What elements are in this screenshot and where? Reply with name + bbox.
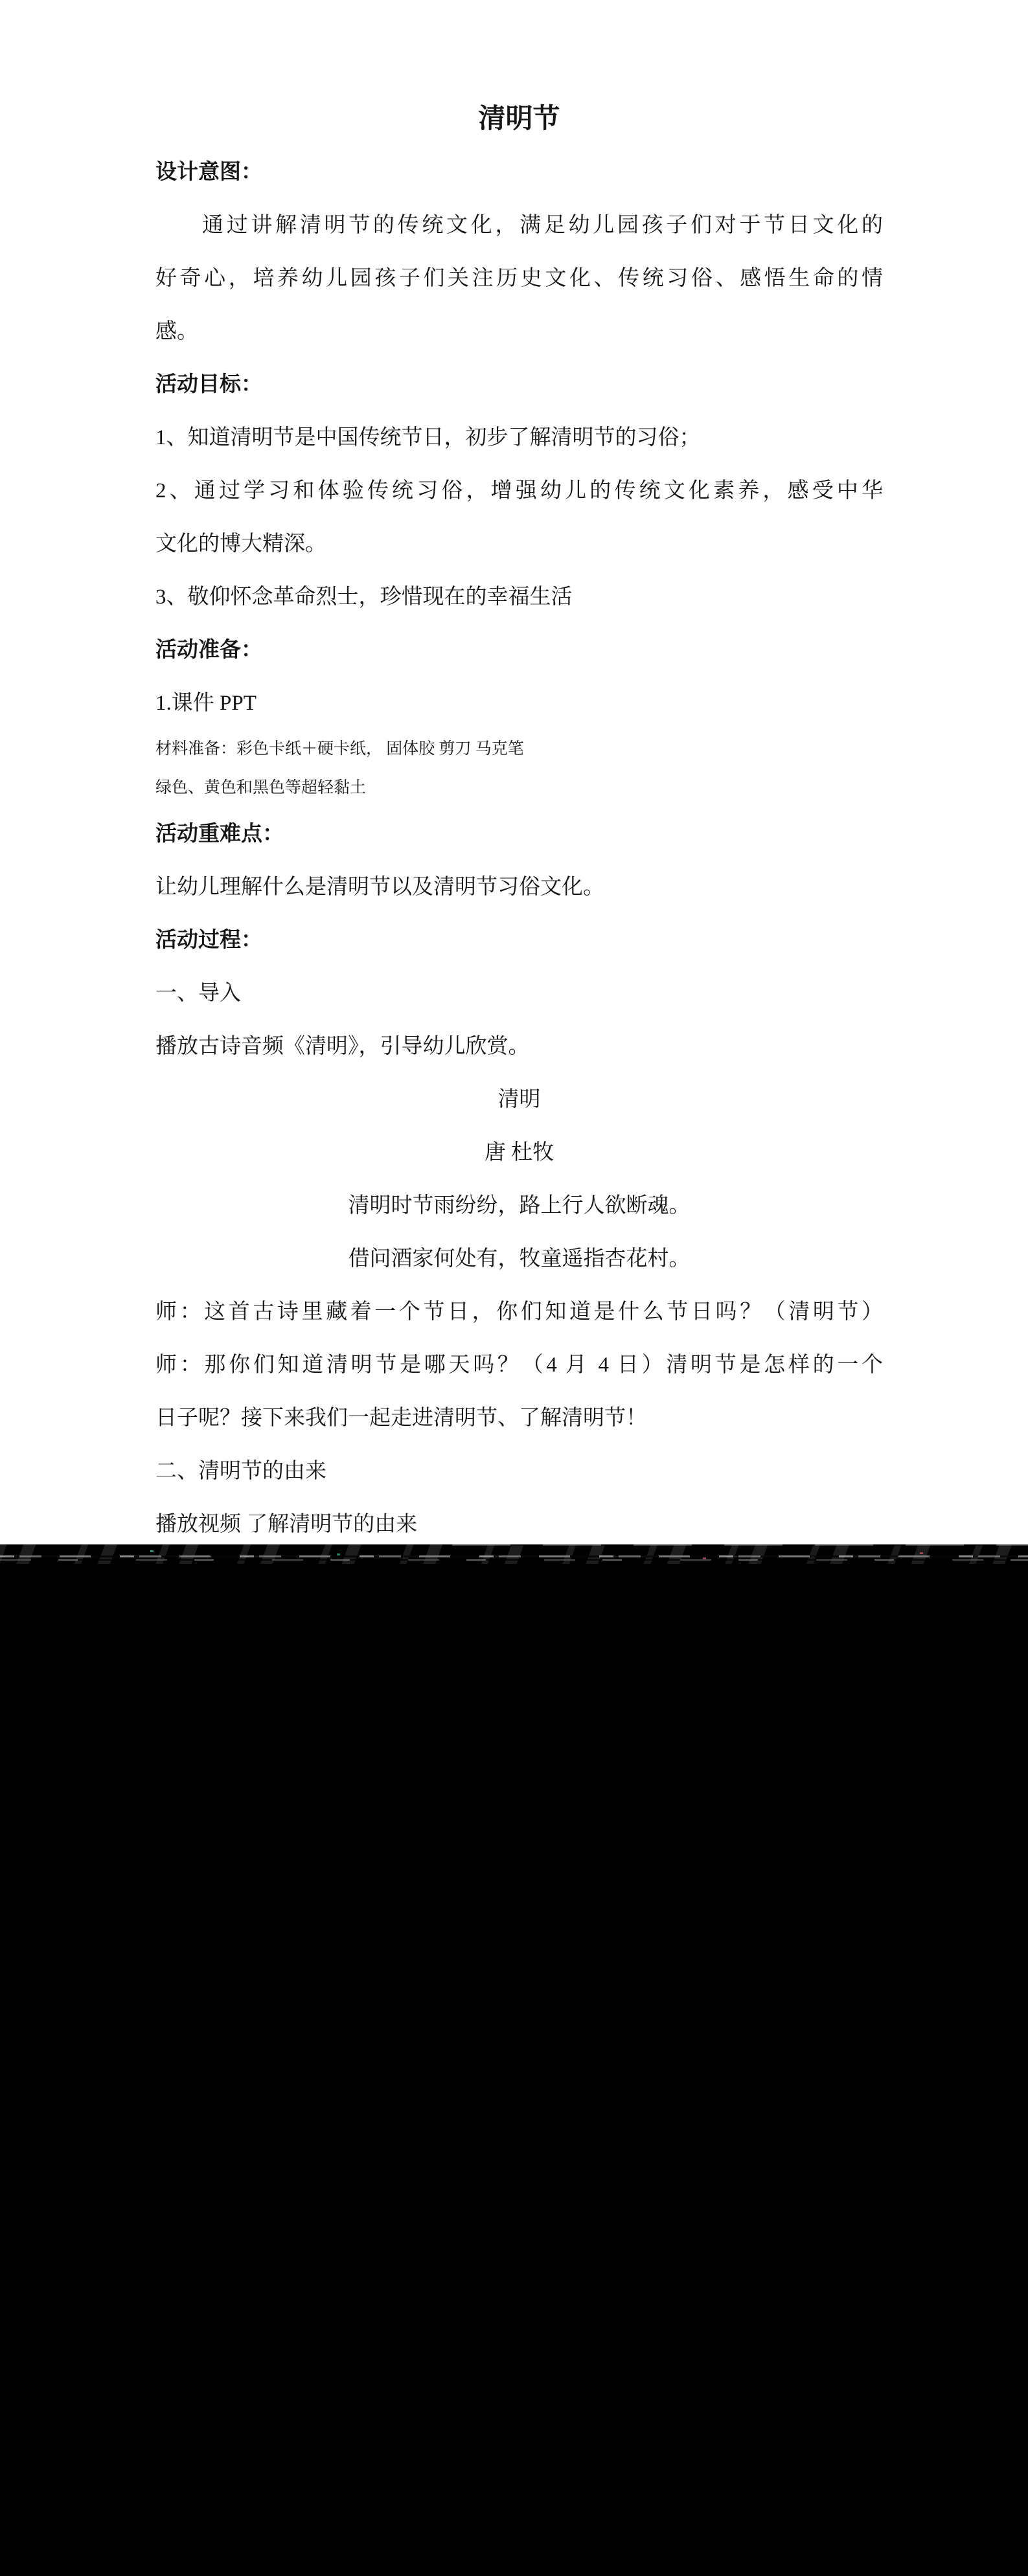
key-points-heading: 活动重难点： [155, 822, 284, 846]
glitch-streak-line [0, 1555, 1028, 1557]
preparation-materials-1: 材料准备：彩色卡纸＋硬卡纸， 固体胶 剪刀 马克笔 [155, 740, 524, 758]
poem-author: 唐 杜牧 [484, 1141, 554, 1164]
process-part2-intro: 播放视频 了解清明节的由来 [155, 1513, 418, 1536]
glitch-speck [703, 1557, 706, 1559]
design-intent-line3: 感。 [155, 320, 198, 343]
doc-title: 清明节 [478, 104, 560, 134]
goal-item-2-line2: 文化的博大精深。 [155, 532, 326, 556]
process-part1-title: 一、导入 [155, 982, 241, 1005]
glitch-top-line [452, 1544, 1028, 1546]
teacher-question-1: 师：这首古诗里藏着一个节日，你们知道是什么节日吗？（清明节） [155, 1300, 883, 1324]
design-intent-line2: 好奇心，培养幼儿园孩子们关注历史文化、传统习俗、感悟生命的情 [155, 267, 883, 290]
goal-item-3: 3、敬仰怀念革命烈士，珍惜现在的幸福生活 [155, 585, 573, 609]
glitch-speck [920, 1552, 923, 1554]
process-heading: 活动过程： [155, 929, 262, 952]
glitch-streak-line [0, 1559, 1028, 1561]
poem-line-1: 清明时节雨纷纷，路上行人欲断魂。 [348, 1194, 691, 1217]
glitch-speck [337, 1554, 340, 1555]
design-intent-heading: 设计意图： [155, 161, 262, 184]
poem-title: 清明 [497, 1088, 541, 1111]
process-part1-intro: 播放古诗音频《清明》，引导幼儿欣赏。 [155, 1035, 530, 1058]
preparation-heading: 活动准备： [155, 638, 262, 662]
teacher-question-2-line2: 日子呢？接下来我们一起走进清明节、了解清明节！ [155, 1407, 647, 1430]
black-corrupted-region [0, 1544, 1028, 2576]
glitch-speck [150, 1550, 154, 1552]
process-part2-title: 二、清明节的由来 [155, 1460, 326, 1483]
goals-heading: 活动目标： [155, 373, 262, 396]
preparation-item-1: 1.课件 PPT [155, 692, 257, 715]
goal-item-1: 1、知道清明节是中国传统节日，初步了解清明节的习俗； [155, 426, 701, 449]
glitch-noise-band [0, 1544, 1028, 1564]
poem-line-2: 借问酒家何处有，牧童遥指杏花村。 [348, 1247, 691, 1271]
document-content [155, 93, 883, 1551]
key-points-content: 让幼儿理解什么是清明节以及清明节习俗文化。 [155, 876, 604, 899]
goal-item-2-line1: 2、通过学习和体验传统习俗，增强幼儿的传统文化素养，感受中华 [155, 479, 883, 503]
preparation-materials-2: 绿色、黄色和黑色等超轻黏土 [155, 779, 367, 797]
design-intent-line1: 通过讲解清明节的传统文化，满足幼儿园孩子们对于节日文化的 [202, 214, 883, 237]
teacher-question-2-line1: 师：那你们知道清明节是哪天吗？（4 月 4 日）清明节是怎样的一个 [155, 1353, 883, 1377]
